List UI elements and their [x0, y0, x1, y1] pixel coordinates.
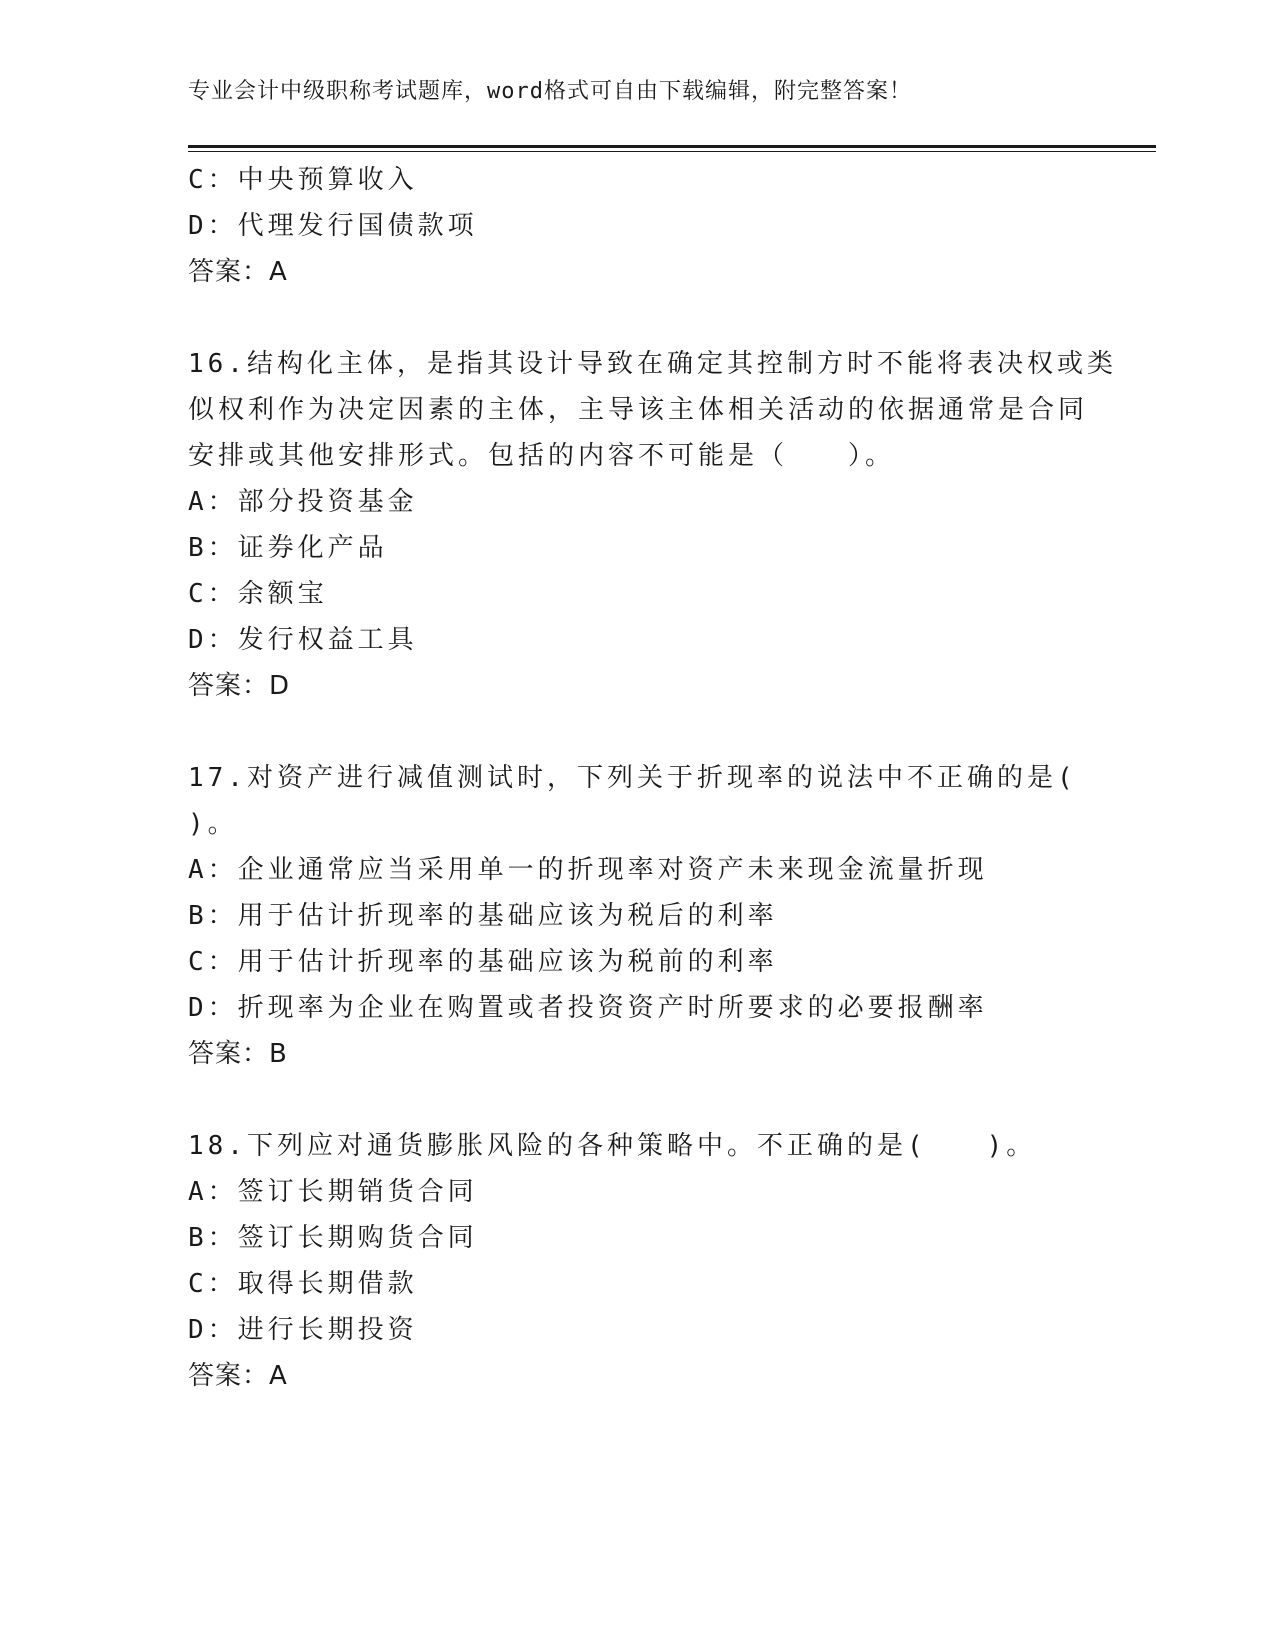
option-a: A：部分投资基金: [188, 487, 418, 517]
question-stem: 17.对资产进行减值测试时，下列关于折现率的说法中不正确的是(: [188, 763, 1077, 793]
answer: 答案：A: [188, 1361, 288, 1391]
question-stem: 似权利作为决定因素的主体，主导该主体相关活动的依据通常是合同: [188, 395, 1089, 425]
answer: 答案：A: [188, 257, 288, 287]
option-a: A：企业通常应当采用单一的折现率对资产未来现金流量折现: [188, 855, 988, 885]
option-c: C：用于估计折现率的基础应该为税前的利率: [188, 947, 778, 977]
question-content: [188, 157, 1117, 1399]
question-stem: 安排或其他安排形式。包括的内容不可能是（ ）。: [188, 441, 896, 471]
answer: 答案：D: [188, 671, 291, 701]
option-d: D：折现率为企业在购置或者投资资产时所要求的必要报酬率: [188, 993, 988, 1023]
option-c: C：中央预算收入: [188, 165, 418, 195]
option-d: D：进行长期投资: [188, 1315, 418, 1345]
answer: 答案：B: [188, 1039, 288, 1069]
spacer: [188, 1077, 1088, 1123]
question-15-tail: [188, 157, 1088, 295]
option-b: B：证券化产品: [188, 533, 388, 563]
question-stem: 16.结构化主体，是指其设计导致在确定其控制方时不能将表决权或类: [188, 349, 1117, 379]
option-d: D：代理发行国债款项: [188, 211, 478, 241]
spacer: [188, 295, 1088, 341]
header-rule-thin: [188, 151, 1156, 152]
header-rule-thick: [188, 145, 1156, 148]
question-stem: 18.下列应对通货膨胀风险的各种策略中。不正确的是( )。: [188, 1131, 1037, 1161]
spacer: [188, 709, 1088, 755]
question-17: [188, 755, 1088, 1077]
question-16: [188, 341, 1117, 709]
option-b: B：用于估计折现率的基础应该为税后的利率: [188, 901, 778, 931]
page-header: 专业会计中级职称考试题库，word格式可自由下载编辑，附完整答案！: [188, 79, 912, 104]
option-c: C：取得长期借款: [188, 1269, 418, 1299]
option-c: C：余额宝: [188, 579, 328, 609]
option-b: B：签订长期购货合同: [188, 1223, 478, 1253]
question-18: [188, 1123, 1088, 1399]
question-stem: )。: [188, 809, 238, 839]
option-a: A：签订长期销货合同: [188, 1177, 478, 1207]
option-d: D：发行权益工具: [188, 625, 418, 655]
